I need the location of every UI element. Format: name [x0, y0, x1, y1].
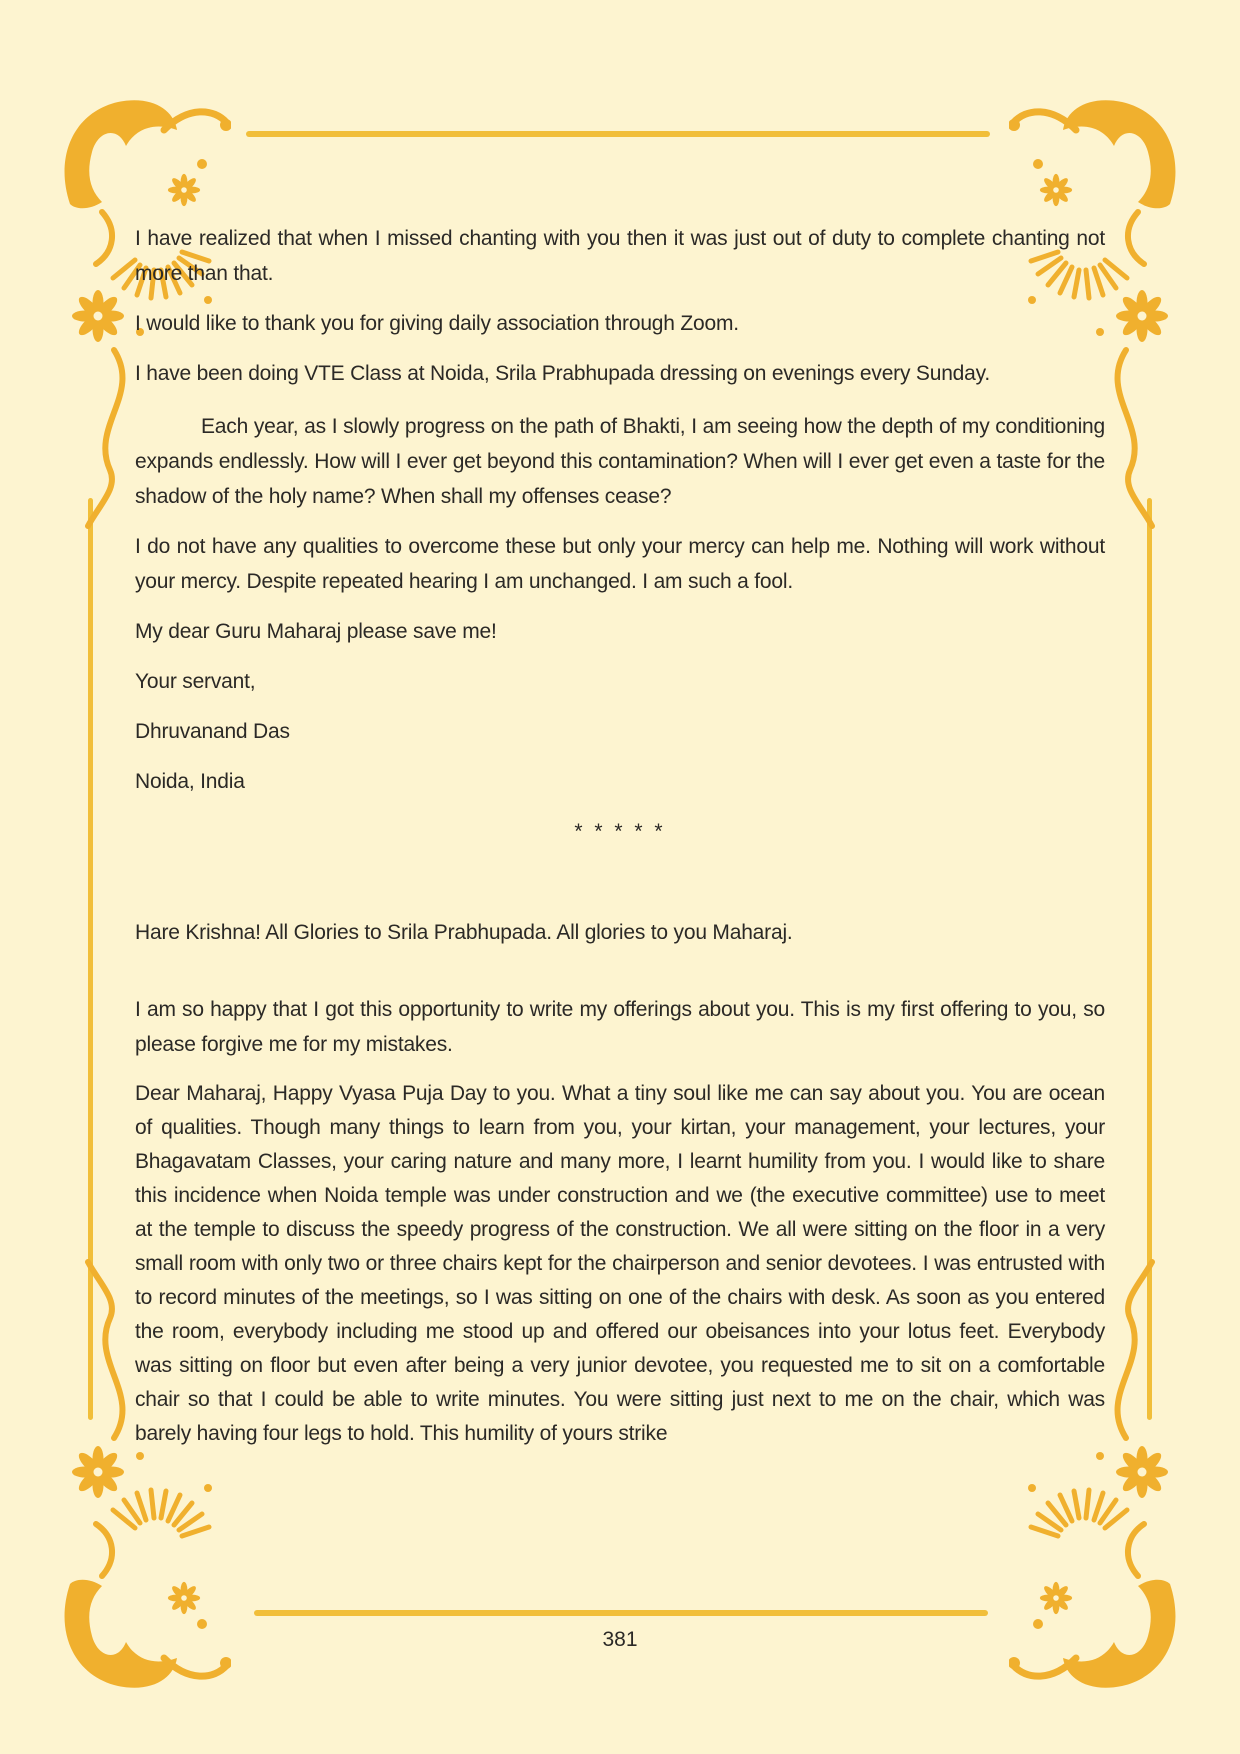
offering-paragraph-1: I have realized that when I missed chanting with you then it was just out of duty to complete chanting not more than that. [135, 227, 1105, 285]
signoff-line: Your servant, [135, 670, 256, 693]
border-line-top [246, 131, 990, 137]
letter-text-block [135, 221, 1105, 1466]
author-location: Noida, India [135, 770, 245, 793]
page-number: 381 [602, 1628, 638, 1651]
offering-paragraph-3: I have been doing VTE Class at Noida, Srila Prabhupada dressing on evenings every Sunday. [135, 362, 991, 385]
offering-paragraph-2: I would like to thank you for giving daily association through Zoom. [135, 312, 739, 335]
section-separator: * * * * * [574, 820, 666, 843]
offering-paragraph-6: My dear Guru Maharaj please save me! [135, 620, 497, 643]
offering2-paragraph-1: I am so happy that I got this opportunity to write my offerings about you. This is my first offering to you, so please forgive me for my mistakes. [135, 998, 1105, 1056]
offering-paragraph-4: Each year, as I slowly progress on the path of Bhakti, I am seeing how the depth of my conditioning expands endlessly. How will I ever get beyond this contamination? When will I ever get even a taste for the shadow of the holy name? When shall my offenses cease? [135, 415, 1105, 508]
border-line-bottom [254, 1610, 988, 1616]
offering-paragraph-5: I do not have any qualities to overcome these but only your mercy can help me. Nothing will work without your mercy. Despite repeated hearing I am unchanged. I am such a fool. [135, 535, 1105, 593]
author-name: Dhruvanand Das [135, 720, 290, 743]
offering2-paragraph-2: Dear Maharaj, Happy Vyasa Puja Day to you. What a tiny soul like me can say about you. You are ocean of qualities. Though many things to learn from you, your kirtan, your management, your lectures, your Bhagavatam Classes, your caring nature and many more, I learnt humility from you. I would like to share this incidence when Noida temple was under construction and we (the executive committee) use to meet at the temple to discuss the speedy progress of the construction. We all were sitting on the floor in a very small room with only two or three chairs kept for the chairperson and senior devotees. I was entrusted with to record minutes of the meetings, so I was sitting on one of the chairs with desk. As soon as you entered the room, everybody including me stood up and offered our obeisances into your lotus feet. Everybody was sitting on floor but even after being a very junior devotee, you requested me to sit on a comfortable chair so that I could be able to write minutes. You were sitting just next to me on the chair, which was barely having four legs to hold. This humility of yours strike [135, 1082, 1105, 1445]
salutation-line: Hare Krishna! All Glories to Srila Prabhupada. All glories to you Maharaj. [135, 921, 793, 944]
